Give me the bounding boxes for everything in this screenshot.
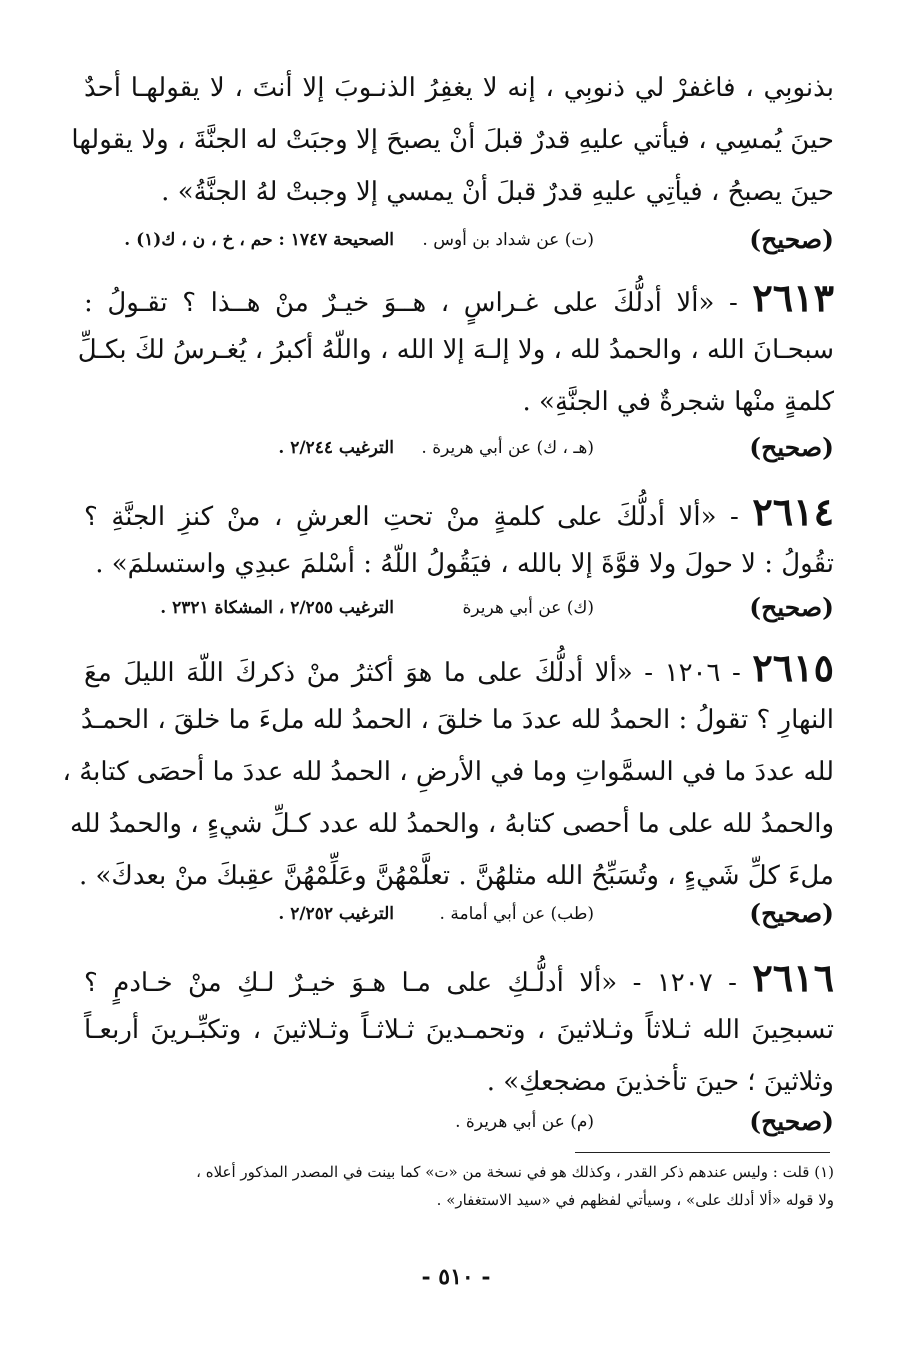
text-line: ملءَ كلِّ شَيءٍ ، وتُسَبِّحُ الله مثلهُنَّ . تعلَّمْهُنَّ وعَلِّمْهُنَّ عقِبكَ منْ بعدكَ» .	[78, 861, 834, 891]
hadith-first-line: ٢٦١٣ - «ألا أدلُّكَ على غـراسٍ ، هــوَ خيـرٌ منْ هــذا ؟ تقـولُ :	[84, 275, 834, 320]
text-line: بذنوبِي ، فاغفرْ لي ذنوبِي ، إنه لا يغفِرُ الذنـوبَ إلا أنتَ ، لا يقولهـا أحدٌ	[84, 73, 834, 103]
text-line: «ألا أدلُّكَ على كلمةٍ منْ تحتِ العرشِ ، منْ كنزِ الجنَّةِ ؟	[84, 502, 717, 532]
narrator-source: (م) عن أبي هريرة .	[455, 1112, 594, 1132]
text-line: والحمدُ لله على ما أحصى كتابهُ ، والحمدُ لله عدد كـلِّ شيءٍ ، والحمدُ لله	[70, 809, 834, 839]
footnote-line: (١) قلت : وليس عندهم ذكر القدر ، وكذلك هو في نسخة من «ت» كما بينت في المصدر المذكور أعلاه ،	[196, 1163, 834, 1181]
grade-badge: (صحيح)	[749, 899, 834, 928]
footnote-line: ولا قوله «ألا أدلك على» ، وسيأتي لفظهم في «سيد الاستغفار» .	[436, 1191, 834, 1209]
text-line: تقُولُ : لا حولَ ولا قوَّةَ إلا بالله ، فيَقُولُ اللّهُ : أسْلمَ عبدِي واستسلمَ» .	[95, 549, 834, 579]
hadith-reference	[84, 588, 834, 628]
text-line: وثلاثينَ ؛ حينَ تأخذينَ مضجعكِ» .	[486, 1067, 834, 1097]
grade-badge: (صحيح)	[749, 433, 834, 462]
hadith-reference	[84, 220, 834, 260]
hadith-first-line	[84, 642, 834, 699]
text-line: تسبحِينَ الله ثـلاثاً وثـلاثينَ ، وتحمـدينَ ثـلاثـاً وثـلاثينَ ، وتكبِّـرينَ أربعـاً	[84, 1015, 834, 1045]
grade-badge: (صحيح)	[749, 225, 834, 254]
hadith-number: ٢٦١٦	[752, 955, 834, 1000]
text-line: - ١٢٠٧ - «ألا أدلُّـكِ على مـا هـوَ خيـرٌ لـكِ منْ خـادمٍ ؟	[84, 968, 737, 998]
text-line: النهارِ ؟ تقولُ : الحمدُ لله عددَ ما خلقَ ، الحمدُ لله ملءَ ما خلقَ ، الحمـدُ	[80, 705, 834, 735]
narrator-source: (هـ ، ك) عن أبي هريرة .	[421, 438, 594, 458]
text-line: كلمةٍ منْها شجرةٌ في الجنَّةِ» .	[522, 387, 834, 417]
hadith-reference	[84, 1102, 834, 1142]
footnote-divider	[575, 1152, 830, 1153]
narrator-source: (طب) عن أبي أمامة .	[439, 904, 594, 924]
citation: الصحيحة ١٧٤٧ : حم ، خ ، ن ، ك(١) .	[124, 230, 394, 250]
hadith-first-line	[84, 952, 834, 1009]
text-line: «ألا أدلُّكَ على غـراسٍ ، هــوَ خيـرٌ منْ هــذا ؟ تقـولُ :	[84, 288, 715, 318]
citation: الترغيب ٢/٢٥٢ .	[278, 904, 394, 924]
grade-badge: (صحيح)	[749, 1107, 834, 1136]
text-line: لله عددَ ما في السمَّواتِ وما في الأرضِ ، الحمدُ لله عددَ ما أحصَى كتابهُ ،	[62, 757, 834, 787]
citation: الترغيب ٢/٢٤٤ .	[278, 438, 394, 458]
page-number: - ٥١٠ -	[421, 1264, 491, 1290]
text-line: - ١٢٠٦ - «ألا أدلُّكَ على ما هوَ أكثرُ منْ ذكركَ اللّهَ الليلَ معَ	[84, 658, 741, 688]
hadith-number: ٢٦١٤	[752, 489, 834, 534]
narrator-source: (ت) عن شداد بن أوس .	[422, 230, 594, 250]
text-line: سبحـانَ الله ، والحمدُ لله ، ولا إلـهَ إلا الله ، واللّهُ أكبرُ ، يُغـرسُ لكَ بكـلِّ	[77, 335, 834, 365]
text-line: حينَ يصبحُ ، فيأتِي عليهِ قدرٌ قبلَ أنْ يمسي إلا وجبتْ لهُ الجنَّةُ» .	[161, 177, 834, 207]
narrator-source: (ك) عن أبي هريرة	[462, 598, 594, 618]
text-line: حينَ يُمسِي ، فيأتي عليهِ قدرٌ قبلَ أنْ يصبحَ إلا وجبَتْ له الجنَّةَ ، ولا يقولها	[71, 125, 834, 155]
grade-badge: (صحيح)	[749, 593, 834, 622]
hadith-reference	[84, 428, 834, 468]
hadith-number: ٢٦١٣	[752, 275, 834, 320]
hadith-number: ٢٦١٥	[752, 645, 834, 690]
citation: الترغيب ٢/٢٥٥ ، المشكاة ٢٣٢١ .	[160, 598, 394, 618]
hadith-reference	[84, 894, 834, 934]
hadith-first-line: ٢٦١٤ - «ألا أدلُّكَ على كلمةٍ منْ تحتِ العرشِ ، منْ كنزِ الجنَّةِ ؟	[84, 489, 834, 534]
